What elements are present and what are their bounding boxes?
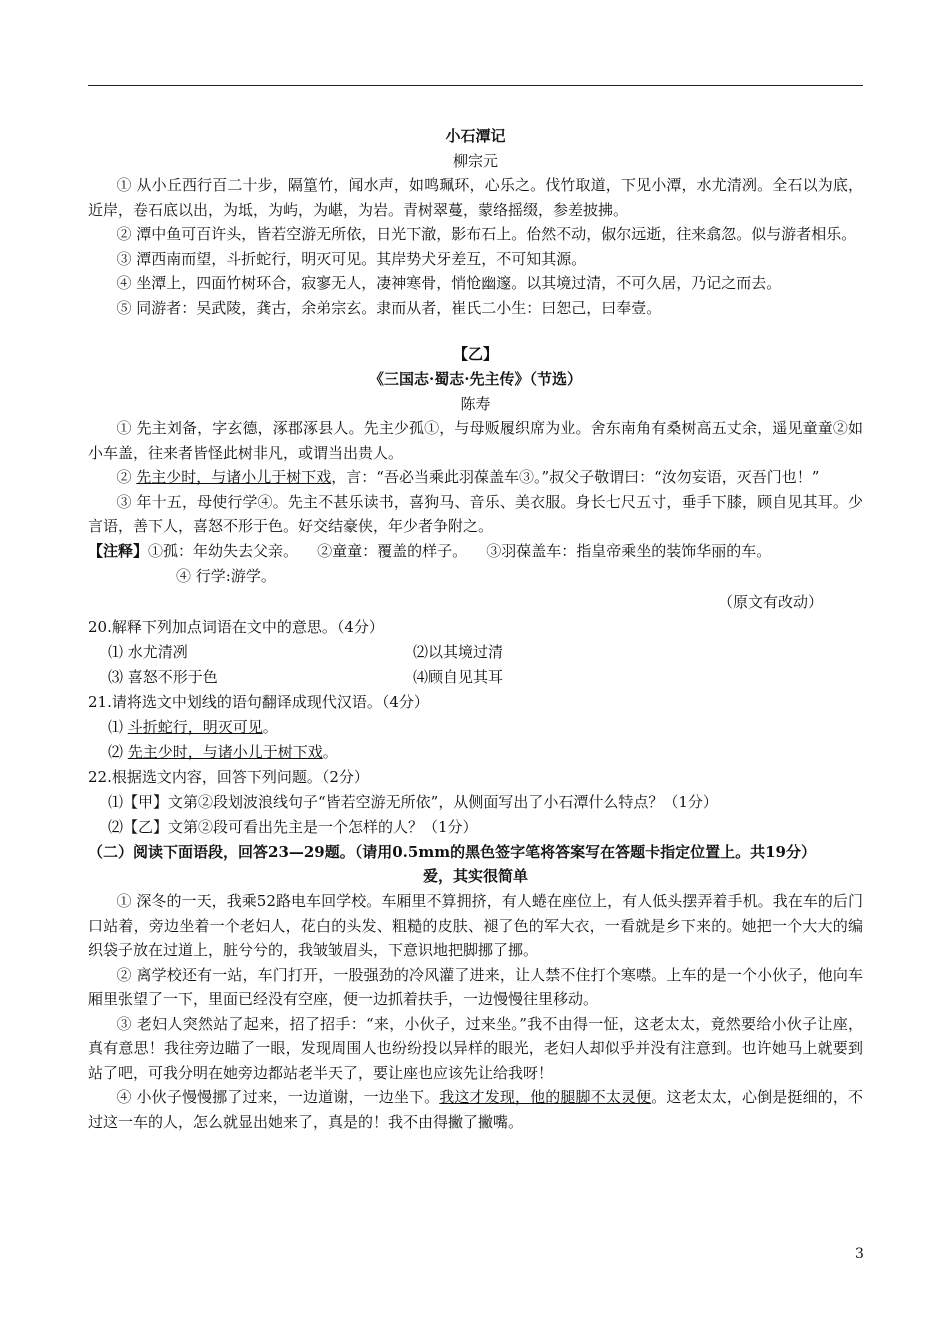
passage-a-paragraph: ② 潭中鱼可百许头，皆若空游无所依，日光下澈，影布石上。佁然不动，俶尔远逝，往来翕忽。似与游者相乐。 bbox=[116, 225, 857, 243]
question-20-item: ⑶ 喜怒不形于色 bbox=[108, 667, 218, 686]
passage-a-paragraph: ③ 潭西南而望，斗折蛇行，明灭可见。其岸势犬牙差互，不可知其源。 bbox=[116, 249, 587, 268]
item-number: ⑵ bbox=[108, 742, 128, 761]
question-21: 21.请将选文中划线的语句翻译成现代汉语。（4分） bbox=[88, 692, 429, 711]
annotation-3: ③羽葆盖车：指皇帝乘坐的装饰华丽的车。 bbox=[486, 541, 772, 560]
question-22: 22.根据选文内容，回答下列问题。（2分） bbox=[88, 767, 369, 786]
document-page bbox=[88, 124, 863, 1134]
passage-b-label: 【乙】 bbox=[452, 345, 498, 363]
passage-b-author: 陈寿 bbox=[460, 395, 491, 413]
question-22-item-2: ⑵【乙】文第②段可看出先主是一个怎样的人？（1分） bbox=[108, 817, 478, 836]
passage-a-title: 小石潭记 bbox=[445, 127, 506, 145]
question-20-item: ⑵以其境过清 bbox=[413, 642, 504, 661]
annotation-1: ①孤：年幼失去父亲。 bbox=[148, 541, 299, 560]
source-note: （原文有改动） bbox=[717, 592, 823, 611]
end-mark: 。 bbox=[322, 742, 338, 761]
paragraph-rest: 。这老太太，心倒是挺细的，不过这一车的人，怎么就显出她来了，真是的！我不由得撇了撇嘴。 bbox=[88, 1088, 863, 1131]
passage-b-title: 《三国志·蜀志·先主传》（节选） bbox=[369, 370, 582, 388]
passage-b-paragraph-2 bbox=[88, 465, 863, 490]
question-21-item-2 bbox=[88, 740, 863, 765]
paragraph-prefix: ② bbox=[116, 468, 137, 486]
annotation-2: ②童童：覆盖的样子。 bbox=[317, 541, 468, 560]
section-2-heading: （二）阅读下面语段，回答23—29题。（请用0.5mm的黑色签字笔将答案写在答题卡指定位置上。共19分） bbox=[88, 842, 816, 861]
underlined-sentence: 我这才发现，他的腿脚不太灵便 bbox=[439, 1088, 652, 1106]
question-20: 20.解释下列加点词语在文中的意思。（4分） bbox=[88, 617, 384, 636]
item-number: ⑴ bbox=[108, 717, 128, 736]
section-2-paragraph: ② 离学校还有一站，车门打开，一股强劲的冷风灌了进来，让人禁不住打个寒噤。上车的是一个小伙子，他向车厢里张望了一下，里面已经没有空座，便一边抓着扶手，一边慢慢往里移动。 bbox=[88, 965, 863, 1008]
annotation-line bbox=[88, 539, 863, 564]
section-2-paragraph: ① 深冬的一天，我乘52路电车回学校。车厢里不算拥挤，有人蜷在座位上，有人低头摆弄着手机。我在车的后门口站着，旁边坐着一个老妇人，花白的头发、粗糙的皮肤、褪了色的军大衣，一看就是乡下来的。她把一个大大的编织袋子放在过道上，脏兮兮的，我皱皱眉头，下意识地把脚挪了挪。 bbox=[88, 892, 863, 959]
paragraph-prefix: ④ 小伙子慢慢挪了过来，一边道谢，一边坐下。 bbox=[116, 1088, 440, 1106]
passage-b-paragraph-1: ① 先主刘备，字玄德，涿郡涿县人。先主少孤①，与母贩履织席为业。舍东南角有桑树高五丈余，遥见童童②如小车盖，往来者皆怪此树非凡，或谓当出贵人。 bbox=[88, 419, 863, 462]
passage-b-paragraph-3: ③ 年十五，母使行学④。先主不甚乐读书，喜狗马、音乐、美衣服。身长七尺五寸，垂手下膝，顾自见其耳。少言语，善下人，喜怒不形于色。好交结豪侠，年少者争附之。 bbox=[88, 492, 863, 535]
passage-a-author: 柳宗元 bbox=[452, 152, 498, 170]
passage-a-paragraph: ④ 坐潭上，四面竹树环合，寂寥无人，凄神寒骨，悄怆幽邃。以其境过清，不可久居，乃记之而去。 bbox=[116, 274, 782, 292]
underlined-sentence: 斗折蛇行，明灭可见 bbox=[127, 717, 263, 736]
question-22-item-1: ⑴【甲】文第②段划波浪线句子“皆若空游无所依”，从侧面写出了小石潭什么特点？（1分） bbox=[108, 792, 718, 811]
annotation-label: 【注释】 bbox=[88, 541, 149, 560]
header-rule bbox=[88, 85, 863, 86]
section-2-paragraph-4 bbox=[88, 1085, 863, 1134]
section-2-title: 爱，其实很简单 bbox=[422, 867, 528, 885]
question-20-row bbox=[88, 665, 863, 690]
passage-a-paragraph: ① 从小丘西行百二十步，隔篁竹，闻水声，如鸣珮环，心乐之。伐竹取道，下见小潭，水尤清冽。全石以为底，近岸，卷石底以出，为坻，为屿，为嵁，为岩。青树翠蔓，蒙络摇缀，参差披拂。 bbox=[88, 176, 863, 219]
question-20-item: ⑷顾自见其耳 bbox=[413, 667, 504, 686]
annotation-4: ④ 行学:游学。 bbox=[176, 566, 276, 585]
paragraph-rest: ，言：“吾必当乘此羽葆盖车③。”叔父子敬谓曰：“汝勿妄语，灭吾门也！” bbox=[331, 468, 820, 486]
question-21-item-1 bbox=[88, 715, 863, 740]
underlined-sentence: 先主少时，与诸小儿于树下戏 bbox=[127, 742, 323, 761]
question-20-item: ⑴ 水尤清冽 bbox=[108, 642, 188, 661]
question-20-row bbox=[88, 640, 863, 665]
underlined-sentence: 先主少时，与诸小儿于树下戏 bbox=[136, 468, 332, 486]
page-number: 3 bbox=[855, 1246, 864, 1262]
passage-a-paragraph: ⑤ 同游者：吴武陵，龚古，余弟宗玄。隶而从者，崔氏二小生：曰恕己，曰奉壹。 bbox=[116, 298, 662, 317]
end-mark: 。 bbox=[262, 717, 278, 736]
section-2-paragraph: ③ 老妇人突然站了起来，招了招手：“来，小伙子，过来坐。”我不由得一怔，这老太太，竟然要给小伙子让座，真有意思！我往旁边瞄了一眼，发现周围人也纷纷投以异样的眼光，老妇人却似乎并没有注意到。也许她马上就要到站了吧，可我分明在她旁边都站老半天了，要让座也应该先让给我呀！ bbox=[88, 1014, 863, 1082]
